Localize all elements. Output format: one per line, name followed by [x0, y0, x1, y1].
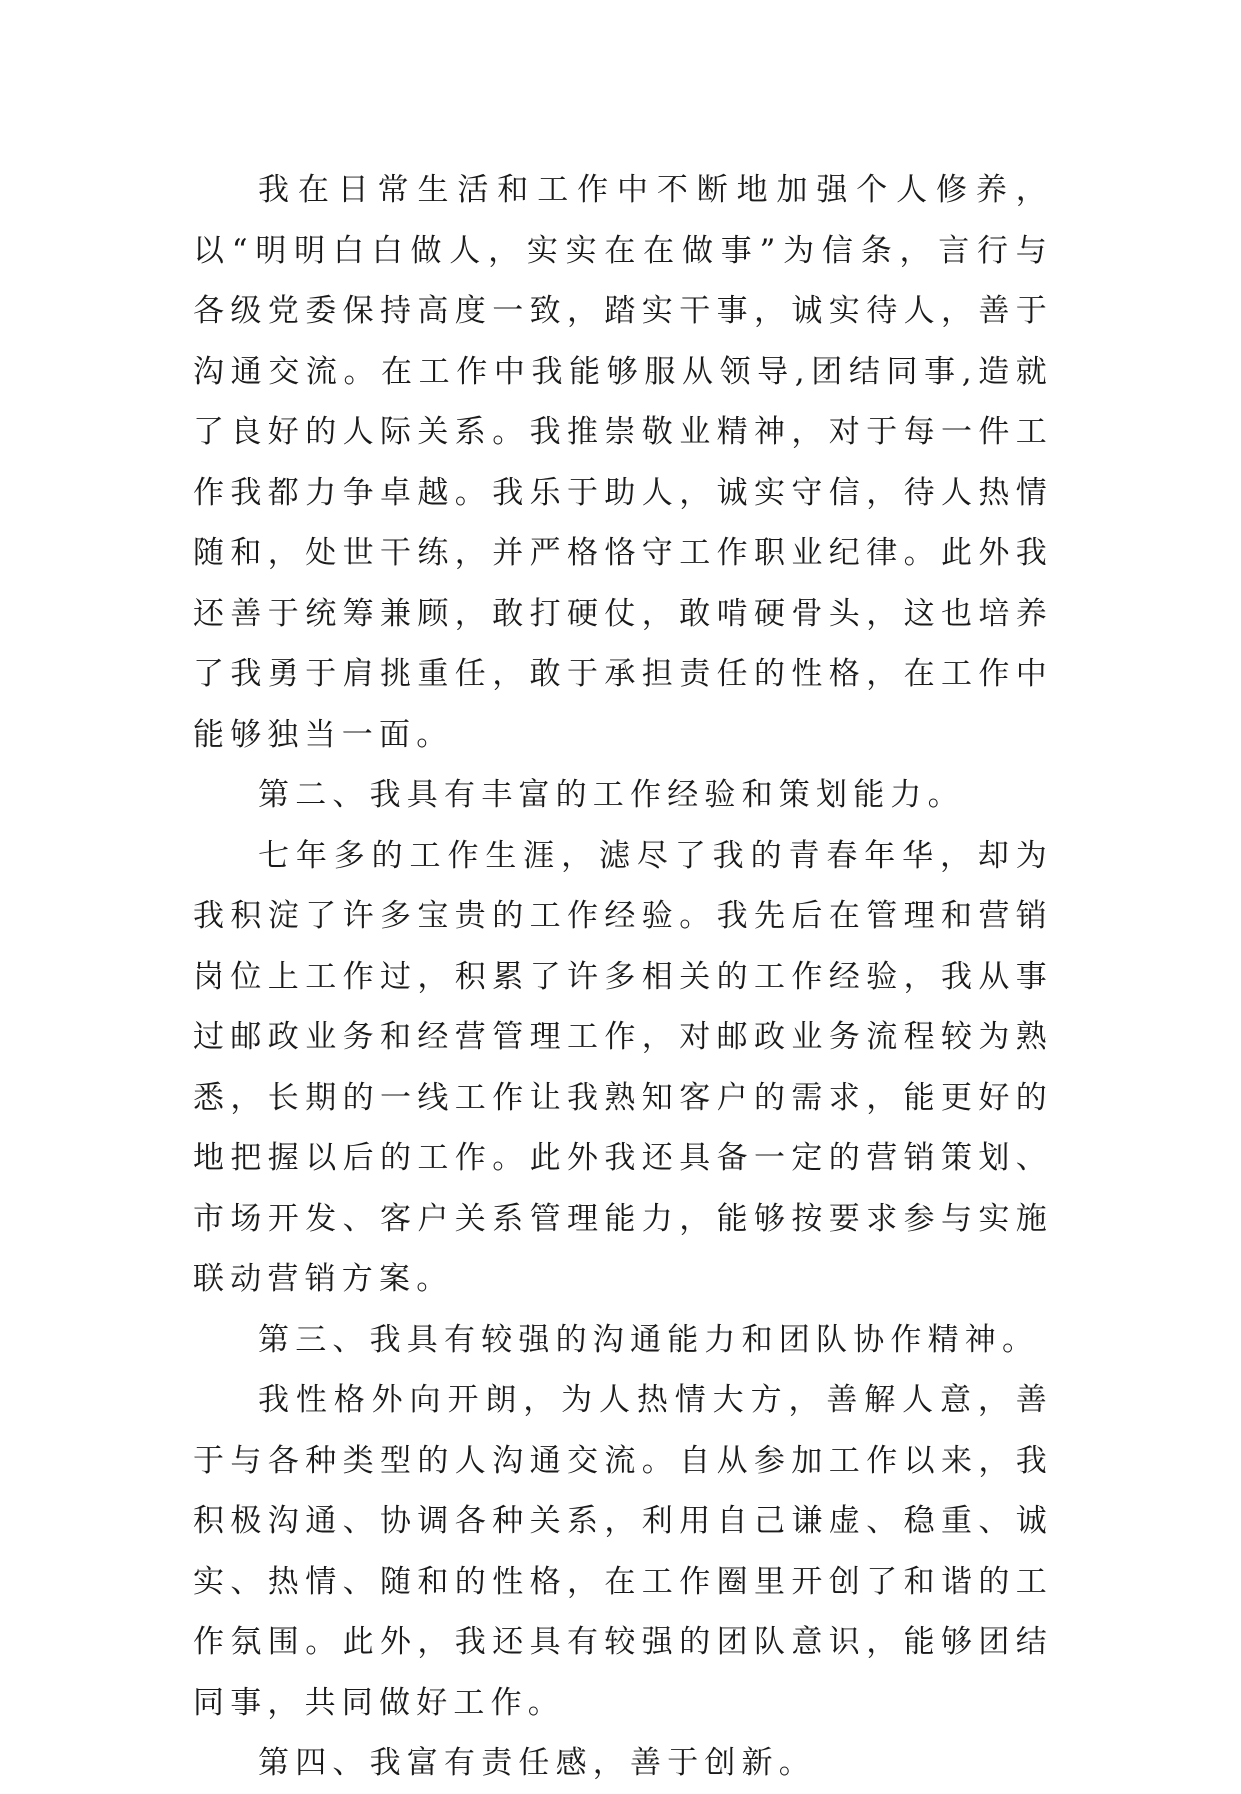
- paragraph-personal-cultivation: 我在日常生活和工作中不断地加强个人修养，以“明明白白做人，实实在在做事”为信条，言行与各级党委保持高度一致，踏实干事，诚实待人，善于沟通交流。在工作中我能够服从领导,团结同事,造就了良好的人际关系。我推崇敬业精神，对于每一件工作我都力争卓越。我乐于助人，诚实守信，待人热情随和，处世干练，并严格恪守工作职业纪律。此外我还善于统筹兼顾，敢打硬仗，敢啃硬骨头，这也培养了我勇于肩挑重任，敢于承担责任的性格，在工作中能够独当一面。: [193, 172, 1053, 753]
- heading-point-three: 第三、我具有较强的沟通能力和团队协作精神。: [258, 1321, 1040, 1358]
- paragraph-work-experience: 七年多的工作生涯，滤尽了我的青春年华，却为我积淀了许多宝贵的工作经验。我先后在管理和营销岗位上工作过，积累了许多相关的工作经验，我从事过邮政业务和经营管理工作，对邮政业务流程较为熟悉，长期的一线工作让我熟知客户的需求，能更好的地把握以后的工作。此外我还具备一定的营销策划、市场开发、客户关系管理能力，能够按要求参与实施联动营销方案。: [193, 837, 1053, 1297]
- paragraph-communication: 我性格外向开朗，为人热情大方，善解人意，善于与各种类型的人沟通交流。自从参加工作以来，我积极沟通、协调各种关系，利用自己谦虚、稳重、诚实、热情、随和的性格，在工作圈里开创了和谐的工作氛围。此外，我还具有较强的团队意识，能够团结同事，共同做好工作。: [193, 1382, 1053, 1721]
- heading-point-four: 第四、我富有责任感，善于创新。: [258, 1745, 816, 1781]
- heading-point-two: 第二、我具有丰富的工作经验和策划能力。: [258, 777, 965, 813]
- document-body: [193, 160, 1053, 1794]
